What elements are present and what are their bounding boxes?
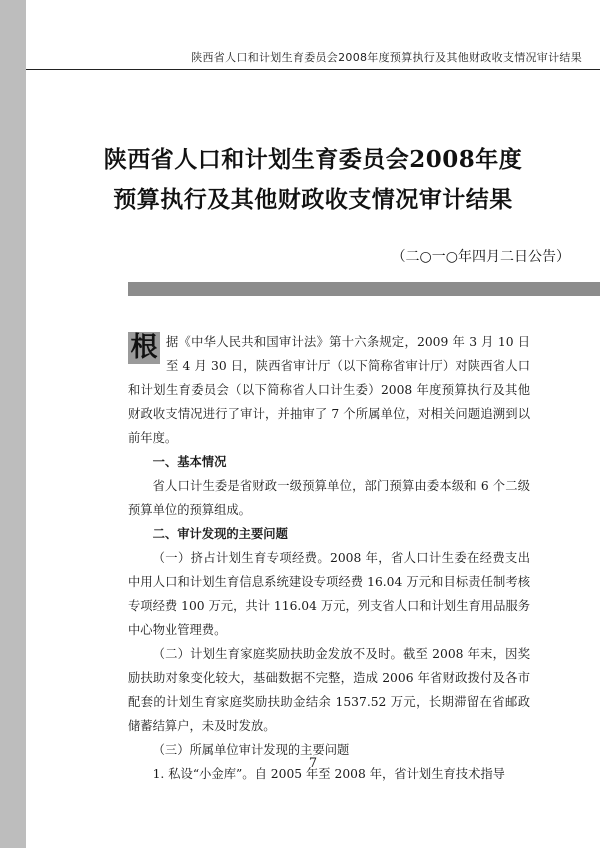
section-heading-basic-info: 一、基本情况 bbox=[152, 455, 227, 469]
drop-cap: 根 bbox=[128, 332, 160, 364]
running-header bbox=[26, 41, 600, 70]
page-number: 7 bbox=[308, 756, 318, 771]
finding-paragraph-1: （一）挤占计划生育专项经费。2008 年，省人口计生委在经费支出中用人口和计划生育信息系统建设专项经费 16.04 万元和目标责任制考核专项经费 100 万元，共计 116.04 万元，列支省人口和计划生育用品服务中心物业管理费。 bbox=[128, 551, 530, 637]
intro-paragraph bbox=[128, 330, 530, 450]
document-body bbox=[128, 330, 530, 786]
title-line-1: 陕西省人口和计划生育委员会2008年度 bbox=[103, 146, 523, 173]
finding-paragraph-2: （二）计划生育家庭奖励扶助金发放不及时。截至 2008 年末，因奖励扶助对象变化较大，基础数据不完整，造成 2006 年省财政拨付及各市配套的计划生育家庭奖励扶助金结余 1537.52 万元，长期滞留在省邮政储蓄结算户，未及时发放。 bbox=[128, 647, 530, 733]
intro-text: 据《中华人民共和国审计法》第十六条规定，2009 年 3 月 10 日至 4 月 30 日，陕西省审计厅（以下简称省审计厅）对陕西省人口和计划生育委员会（以下简称省人口计生委）2008 年度预算执行及其他财政收支情况进行了审计，并抽审了 7 个所属单位，对相关问题追溯到以前年度。 bbox=[128, 335, 530, 445]
title-line-2: 预算执行及其他财政收支情况审计结果 bbox=[113, 186, 513, 213]
announcement-date: （二○一○年四月二日公告） bbox=[391, 249, 570, 265]
section-paragraph-basic-info: 省人口计生委是省财政一级预算单位，部门预算由委本级和 6 个二级预算单位的预算组成。 bbox=[128, 479, 530, 517]
section-heading-audit-findings: 二、审计发现的主要问题 bbox=[152, 527, 288, 541]
running-header-text: 陕西省人口和计划生育委员会2008年度预算执行及其他财政收支情况审计结果 bbox=[191, 51, 582, 64]
finding-item-1: 1. 私设“小金库”。自 2005 年至 2008 年，省计划生育技术指导 bbox=[152, 767, 505, 781]
document-title bbox=[26, 140, 600, 220]
title-separator-bar bbox=[128, 282, 600, 296]
finding-paragraph-3-heading: （三）所属单位审计发现的主要问题 bbox=[152, 743, 350, 757]
left-margin-bar bbox=[0, 0, 26, 848]
